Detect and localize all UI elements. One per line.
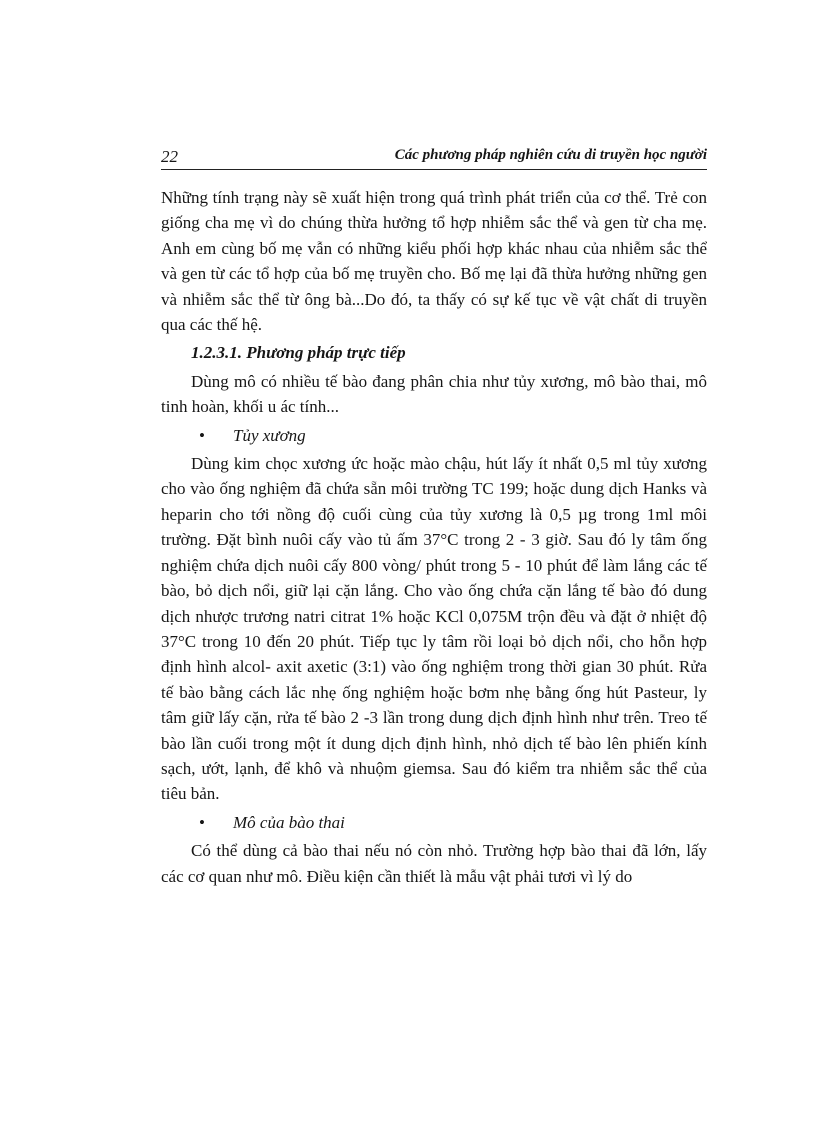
paragraph: Những tính trạng này sẽ xuất hiện trong quá trình phát triển của cơ thể. Trẻ con giống cha mẹ vì do chúng thừa hưởng tổ hợp nhiễm sắc thể và gen từ cha mẹ. Anh em cùng bố mẹ vẫn có những kiểu phối hợp khác nhau của nhiễm sắc thể và gen từ các tổ hợp của bố mẹ truyền cho. Bố mẹ lại đã thừa hưởng những gen và nhiễm sắc thể từ ông bà...Do đó, ta thấy có sự kế tục về vật chất di truyền qua các thế hệ. xyxy=(161,188,707,335)
bullet-label: Tủy xương xyxy=(233,425,306,445)
bullet-label: Mô của bào thai xyxy=(233,812,345,832)
bullet-icon: • xyxy=(199,425,205,445)
section-heading: 1.2.3.1. Phương pháp trực tiếp xyxy=(191,343,406,363)
body-text xyxy=(161,185,707,889)
bullet-icon: • xyxy=(199,812,205,832)
paragraph: Có thể dùng cả bào thai nếu nó còn nhỏ. Trường hợp bào thai đã lớn, lấy các cơ quan như mô. Điều kiện cần thiết là mẫu vật phải tươi vì lý do xyxy=(161,841,707,886)
page-header xyxy=(161,143,707,170)
bullet-item xyxy=(161,423,707,448)
paragraph: Dùng kim chọc xương ức hoặc mào chậu, hút lấy ít nhất 0,5 ml tủy xương cho vào ống nghiệm đã chứa sẵn môi trường TC 199; hoặc dung dịch Hanks và heparin cho tới nồng độ cuối cùng của tủy xương là 0,5 µg trong 1ml môi trường. Đặt bình nuôi cấy vào tủ ấm 37°C trong 2 - 3 giờ. Sau đó ly tâm ống nghiệm chứa dịch nuôi cấy 800 vòng/ phút trong 5 - 10 phút để làm lắng các tế bào, bỏ dịch nổi, giữ lại cặn lắng. Cho vào ống chứa cặn lắng tế bào đó dung dịch nhược trương natri citrat 1% hoặc KCl 0,075M trộn đều và đặt ở nhiệt độ 37°C trong 10 đến 20 phút. Tiếp tục ly tâm rồi loại bỏ dịch nổi, cho hỗn hợp định hình alcol- axit axetic (3:1) vào ống nghiệm trong thời gian 30 phút. Rửa tế bào bằng cách lắc nhẹ ống nghiệm hoặc bơm nhẹ bằng ống hút Pasteur, ly tâm giữ lấy cặn, rửa tế bào 2 -3 lần trong dung dịch định hình như trên. Treo tế bào lần cuối trong một ít dung dịch định hình, nhỏ dịch tế bào lên phiến kính sạch, ướt, lạnh, để khô và nhuộm giemsa. Sau đó kiểm tra nhiễm sắc thể của tiêu bản. xyxy=(161,454,707,804)
bullet-item xyxy=(161,810,707,835)
page-number: 22 xyxy=(161,147,178,166)
running-title: Các phương pháp nghiên cứu di truyền học người xyxy=(394,147,707,163)
paragraph: Dùng mô có nhiều tế bào đang phân chia như tủy xương, mô bào thai, mô tinh hoàn, khối u ác tính... xyxy=(161,371,707,417)
